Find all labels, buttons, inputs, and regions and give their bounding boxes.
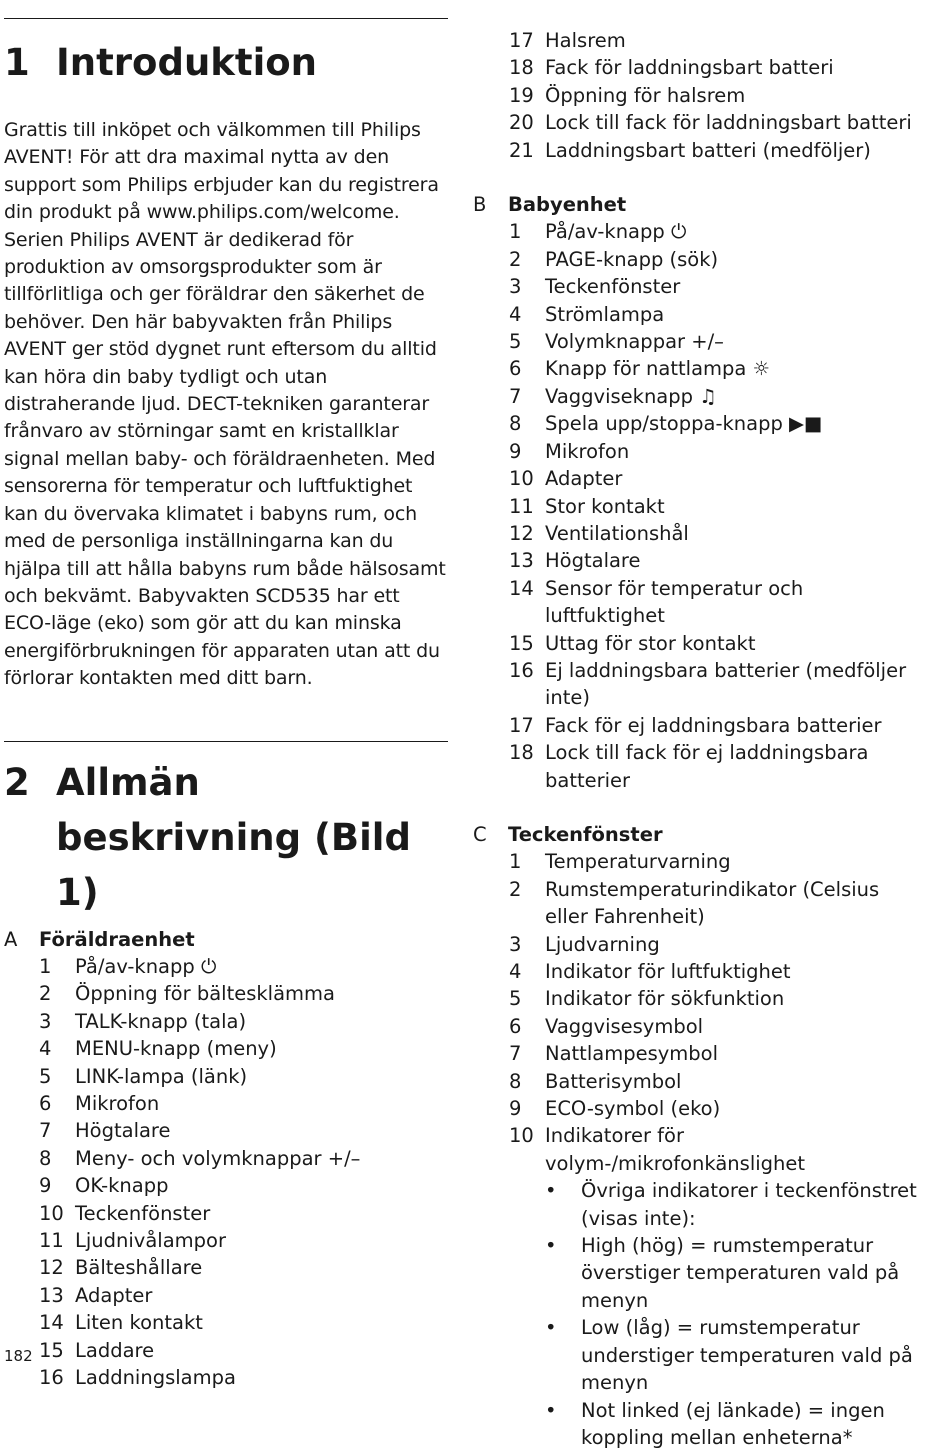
list-item [39, 1090, 448, 1117]
item-text: Fack för ej laddningsbara batterier [545, 712, 923, 739]
item-text: Uttag för stor kontakt [545, 630, 923, 657]
item-text: Stor kontakt [545, 493, 923, 520]
item-text: Indikator för luftfuktighet [545, 958, 923, 985]
group-a-list [4, 953, 448, 1392]
item-number: 6 [39, 1090, 75, 1117]
item-text: Öppning för halsrem [545, 82, 923, 109]
item-text: Fack för laddningsbart batteri [545, 54, 923, 81]
item-text: På/av-knapp ⏻ [545, 218, 923, 245]
group-c-list [473, 848, 923, 1177]
bullet-icon: • [545, 1232, 581, 1314]
item-text: MENU-knapp (meny) [75, 1035, 448, 1062]
item-text: Temperaturvarning [545, 848, 923, 875]
list-item [509, 54, 923, 81]
list-item [509, 137, 923, 164]
item-text: Mikrofon [75, 1090, 448, 1117]
item-text: Indikator för sökfunktion [545, 985, 923, 1012]
list-item [509, 1040, 923, 1067]
item-text: Högtalare [545, 547, 923, 574]
bullet-icon: • [545, 1177, 581, 1232]
item-number: 20 [509, 109, 545, 136]
item-text: Halsrem [545, 27, 923, 54]
list-item [509, 355, 923, 382]
bullet-icon: • [545, 1397, 581, 1451]
item-text: Meny- och volymknappar +/– [75, 1145, 448, 1172]
list-item [39, 1035, 448, 1062]
list-item [39, 1172, 448, 1199]
list-item [39, 1337, 448, 1364]
item-text: Högtalare [75, 1117, 448, 1144]
item-number: 5 [39, 1063, 75, 1090]
item-text: Ljudnivålampor [75, 1227, 448, 1254]
item-text: Laddningslampa [75, 1364, 448, 1391]
group-a-list-continued [473, 27, 923, 164]
item-text: OK-knapp [75, 1172, 448, 1199]
item-number: 10 [509, 1122, 545, 1177]
item-text: Ej laddningsbara batterier (medföljer inte) [545, 657, 923, 712]
item-number: 12 [509, 520, 545, 547]
item-text: Batterisymbol [545, 1068, 923, 1095]
item-number: 5 [509, 328, 545, 355]
item-number: 4 [39, 1035, 75, 1062]
item-number: 11 [39, 1227, 75, 1254]
item-number: 4 [509, 301, 545, 328]
item-number: 12 [39, 1254, 75, 1281]
group-c-heading [473, 821, 923, 848]
list-item [509, 109, 923, 136]
item-text: Lock till fack för laddningsbart batteri [545, 109, 923, 136]
list-item [509, 301, 923, 328]
list-item [509, 465, 923, 492]
right-column [473, 27, 923, 1451]
list-item [509, 1095, 923, 1122]
list-item [509, 575, 923, 630]
item-text: Öppning för bältesklämma [75, 980, 448, 1007]
bullet-item [509, 1177, 923, 1232]
item-text: Ljudvarning [545, 931, 923, 958]
list-item [509, 848, 923, 875]
item-text: Adapter [545, 465, 923, 492]
item-number: 3 [39, 1008, 75, 1035]
list-item [509, 328, 923, 355]
item-text: Indikatorer för volym-/mikrofonkänslighet [545, 1122, 923, 1177]
bullet-text: Övriga indikatorer i teckenfönstret (visas inte): [581, 1177, 923, 1232]
item-number: 16 [509, 657, 545, 712]
item-text: Laddare [75, 1337, 448, 1364]
bullet-item [509, 1232, 923, 1314]
group-a-title: Föräldraenhet [39, 926, 195, 953]
list-item [39, 1309, 448, 1336]
section-2-title-line: beskrivning (Bild 1) [56, 810, 448, 920]
item-number: 17 [509, 27, 545, 54]
item-number: 6 [509, 355, 545, 382]
group-b [473, 191, 923, 794]
bullet-text: Not linked (ej länkade) = ingen koppling mellan enheterna* [581, 1397, 923, 1451]
section-1-number: 1 [4, 35, 56, 90]
list-item [509, 410, 923, 437]
group-c-bullets [473, 1177, 923, 1451]
item-text: Strömlampa [545, 301, 923, 328]
item-number: 8 [39, 1145, 75, 1172]
item-number: 19 [509, 82, 545, 109]
left-column [4, 0, 448, 1391]
item-text: Ventilationshål [545, 520, 923, 547]
item-text: Vaggviseknapp ♫ [545, 383, 923, 410]
item-text: Mikrofon [545, 438, 923, 465]
list-item [509, 630, 923, 657]
list-item [509, 273, 923, 300]
item-text: Nattlampesymbol [545, 1040, 923, 1067]
bullet-text: Low (låg) = rumstemperatur understiger temperaturen vald på menyn [581, 1314, 923, 1396]
list-item [509, 438, 923, 465]
item-text: Teckenfönster [545, 273, 923, 300]
list-item [39, 1254, 448, 1281]
list-item [39, 1200, 448, 1227]
item-number: 15 [509, 630, 545, 657]
list-item [509, 739, 923, 794]
bullet-item [509, 1397, 923, 1451]
list-item [39, 1063, 448, 1090]
intro-paragraph: Serien Philips AVENT är dedikerad för produktion av omsorgsprodukter som är tillförlitliga och ger föräldrar den säkerhet de behöver. Den här babyvakten från Philips AVENT ger stöd dygnet runt eftersom du alltid kan höra din baby tydligt och utan distraherande ljud. DECT-tekniken garanterar frånvaro av störningar samt en kristallklar signal mellan baby- och föräldraenheten. Med sensorerna för temperatur och luftfuktighet kan du övervaka klimatet i babyns rum, och med de personliga inställningarna kan du hjälpa till att hålla babyns rum både hälsosamt och bekvämt. Babyvakten SCD535 har ett ECO-läge (eko) som gör att du kan minska energiförbrukningen för apparaten utan att du förlorar kontakten med ditt barn. [4, 227, 448, 693]
item-number: 13 [39, 1282, 75, 1309]
item-number: 8 [509, 1068, 545, 1095]
bullet-icon: • [545, 1314, 581, 1396]
section-2-title-line: Allmän [56, 755, 448, 810]
item-number: 15 [39, 1337, 75, 1364]
item-number: 21 [509, 137, 545, 164]
list-item [509, 218, 923, 245]
item-text: TALK-knapp (tala) [75, 1008, 448, 1035]
item-number: 11 [509, 493, 545, 520]
item-number: 4 [509, 958, 545, 985]
list-item [509, 657, 923, 712]
list-item [39, 1364, 448, 1391]
item-number: 18 [509, 54, 545, 81]
group-b-list [473, 218, 923, 794]
item-text: Adapter [75, 1282, 448, 1309]
bullet-text: High (hög) = rumstemperatur överstiger temperaturen vald på menyn [581, 1232, 923, 1314]
item-number: 1 [39, 953, 75, 980]
list-item [39, 953, 448, 980]
section-1-title: Introduktion [56, 35, 317, 90]
item-number: 16 [39, 1364, 75, 1391]
section-2-title [56, 755, 448, 920]
item-text: Volymknappar +/– [545, 328, 923, 355]
item-text: Liten kontakt [75, 1309, 448, 1336]
item-text: Teckenfönster [75, 1200, 448, 1227]
list-item [509, 82, 923, 109]
item-number: 7 [509, 1040, 545, 1067]
list-item [509, 493, 923, 520]
group-b-heading [473, 191, 923, 218]
group-b-letter: B [473, 191, 508, 218]
item-number: 1 [509, 848, 545, 875]
bullet-item [509, 1314, 923, 1396]
item-number: 6 [509, 1013, 545, 1040]
intro-paragraph: Grattis till inköpet och välkommen till Philips AVENT! För att dra maximal nytta av den support som Philips erbjuder kan du registrera din produkt på www.philips.com/welcome. [4, 117, 448, 227]
list-item [509, 958, 923, 985]
item-number: 2 [509, 876, 545, 931]
item-number: 7 [39, 1117, 75, 1144]
list-item [509, 547, 923, 574]
list-item [509, 712, 923, 739]
item-text: Bälteshållare [75, 1254, 448, 1281]
group-a-letter: A [4, 926, 39, 953]
item-text: Knapp för nattlampa ☼ [545, 355, 923, 382]
item-text: LINK-lampa (länk) [75, 1063, 448, 1090]
list-item [509, 520, 923, 547]
item-text: Laddningsbart batteri (medföljer) [545, 137, 923, 164]
list-item [39, 1145, 448, 1172]
item-number: 5 [509, 985, 545, 1012]
item-number: 9 [509, 1095, 545, 1122]
list-item [509, 246, 923, 273]
section-1-heading [4, 35, 448, 90]
item-number: 8 [509, 410, 545, 437]
item-text: Vaggvisesymbol [545, 1013, 923, 1040]
group-c [473, 821, 923, 1451]
item-number: 2 [509, 246, 545, 273]
section-divider [4, 741, 448, 742]
item-number: 14 [509, 575, 545, 630]
item-text: Lock till fack för ej laddningsbara batterier [545, 739, 923, 794]
item-number: 7 [509, 383, 545, 410]
item-text: PAGE-knapp (sök) [545, 246, 923, 273]
item-text: Rumstemperaturindikator (Celsius eller Fahrenheit) [545, 876, 923, 931]
item-number: 14 [39, 1309, 75, 1336]
item-text: På/av-knapp ⏻ [75, 953, 448, 980]
list-item [509, 1122, 923, 1177]
section-2-number: 2 [4, 755, 56, 920]
list-item [509, 1013, 923, 1040]
list-item [509, 383, 923, 410]
item-number: 10 [39, 1200, 75, 1227]
section-divider [4, 18, 448, 19]
group-a-heading [4, 926, 448, 953]
list-item [509, 876, 923, 931]
group-b-title: Babyenhet [508, 191, 626, 218]
item-number: 3 [509, 273, 545, 300]
list-item [509, 985, 923, 1012]
intro-text [4, 117, 448, 693]
list-item [39, 1008, 448, 1035]
list-item [39, 980, 448, 1007]
item-number: 1 [509, 218, 545, 245]
list-item [509, 1068, 923, 1095]
item-number: 9 [39, 1172, 75, 1199]
item-number: 2 [39, 980, 75, 1007]
list-item [509, 931, 923, 958]
item-text: ECO-symbol (eko) [545, 1095, 923, 1122]
section-2-heading [4, 755, 448, 920]
item-text: Spela upp/stoppa-knapp ▶■ [545, 410, 923, 437]
list-item [39, 1282, 448, 1309]
list-item [509, 27, 923, 54]
group-c-letter: C [473, 821, 508, 848]
spacer [473, 794, 923, 821]
spacer [473, 164, 923, 191]
item-number: 9 [509, 438, 545, 465]
item-number: 13 [509, 547, 545, 574]
item-number: 18 [509, 739, 545, 794]
group-c-title: Teckenfönster [508, 821, 663, 848]
item-number: 10 [509, 465, 545, 492]
group-a [4, 926, 448, 1392]
list-item [39, 1117, 448, 1144]
page-number: 182 [4, 1347, 33, 1365]
item-number: 17 [509, 712, 545, 739]
item-text: Sensor för temperatur och luftfuktighet [545, 575, 923, 630]
list-item [39, 1227, 448, 1254]
item-number: 3 [509, 931, 545, 958]
